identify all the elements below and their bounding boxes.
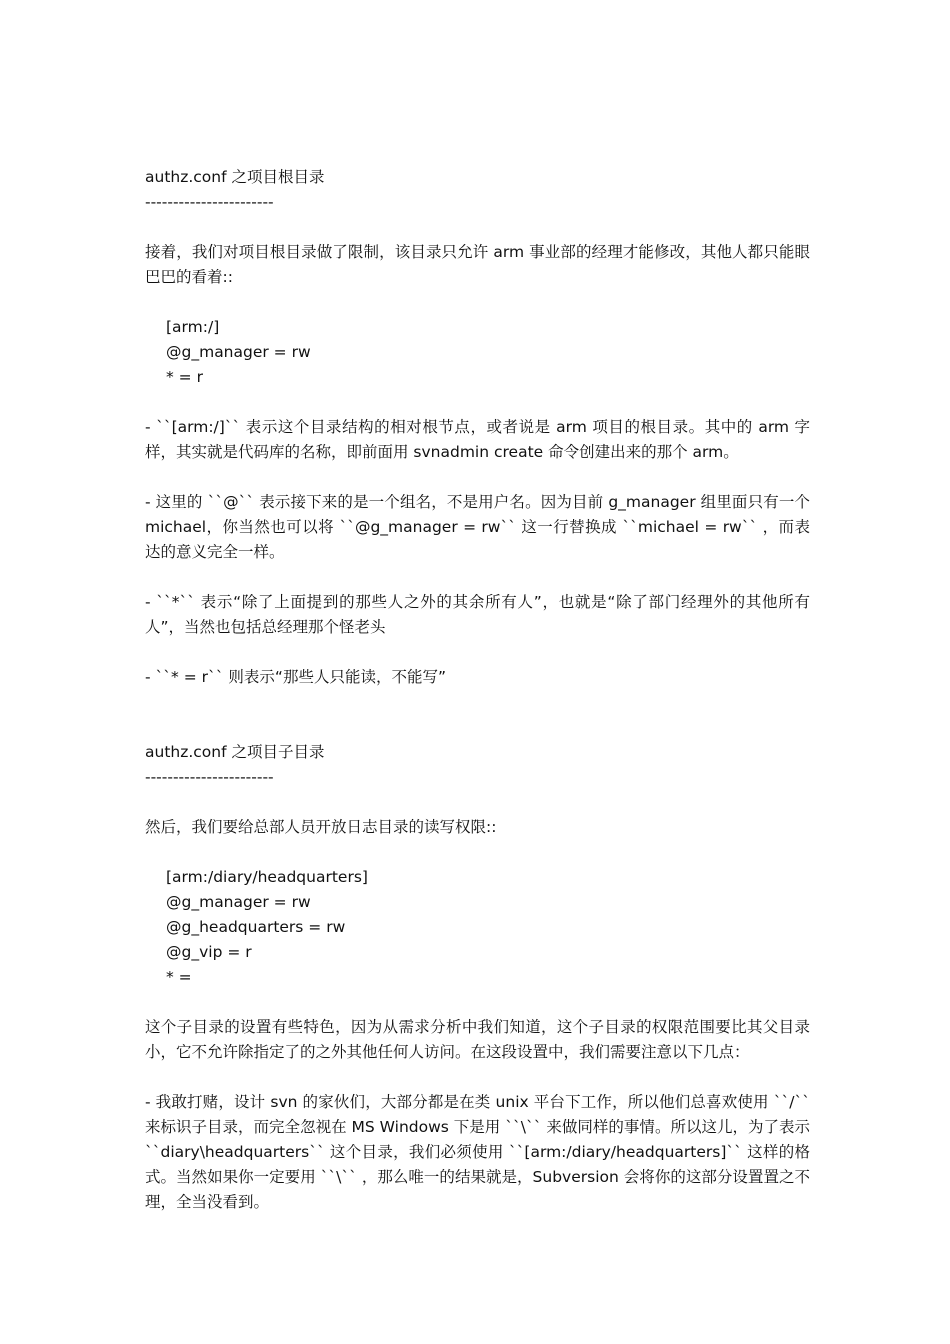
code-block xyxy=(145,865,810,990)
code-line: * = xyxy=(166,968,192,986)
code-line: * = r xyxy=(166,368,203,386)
document-page xyxy=(145,165,810,1215)
section-title: authz.conf 之项目根目录 xyxy=(145,168,325,186)
bullet-paragraph: - ``*`` 表示“除了上面提到的那些人之外的其余所有人”，也就是“除了部门经理外的其他所有人”，当然也包括总经理那个怪老头 xyxy=(145,593,810,636)
code-block xyxy=(145,315,810,390)
bullet-paragraph: - 我敢打赌，设计 svn 的家伙们，大部分都是在类 unix 平台下工作，所以他们总喜欢使用 ``/`` 来标识子目录，而完全忽视在 MS Windows 下是用 ``\`` 来做同样的事情。所以这儿，为了表示 ``diary\headquarters`` 这个目录，我们必须使用 ``[arm:/diary/headquarters]`` 这样的格式。当然如果你一定要用 ``\`` ，那么唯一的结果就是，Subversion 会将你的这部分设置置之不理，全当没看到。 xyxy=(145,1093,810,1211)
code-line: [arm:/diary/headquarters] xyxy=(166,868,368,886)
section-title: authz.conf 之项目子目录 xyxy=(145,743,325,761)
code-line: @g_manager = rw xyxy=(166,893,311,911)
bullet-paragraph: - 这里的 ``@`` 表示接下来的是一个组名，不是用户名。因为目前 g_manager 组里面只有一个 michael，你当然也可以将 ``@g_manager = rw`` 这一行替换成 ``michael = rw`` ，而表达的意义完全一样。 xyxy=(145,493,810,561)
intro-paragraph: 然后，我们要给总部人员开放日志目录的读写权限:: xyxy=(145,818,497,836)
intro-paragraph: 接着，我们对项目根目录做了限制，该目录只允许 arm 事业部的经理才能修改，其他人都只能眼巴巴的看着:: xyxy=(145,243,810,286)
code-line: @g_headquarters = rw xyxy=(166,918,346,936)
title-underline: ----------------------- xyxy=(145,768,274,786)
code-line: @g_vip = r xyxy=(166,943,252,961)
code-line: [arm:/] xyxy=(166,318,220,336)
body-paragraph: 这个子目录的设置有些特色，因为从需求分析中我们知道，这个子目录的权限范围要比其父目录小，它不允许除指定了的之外其他任何人访问。在这段设置中，我们需要注意以下几点： xyxy=(145,1018,810,1061)
code-line: @g_manager = rw xyxy=(166,343,311,361)
bullet-paragraph: - ``[arm:/]`` 表示这个目录结构的相对根节点，或者说是 arm 项目的根目录。其中的 arm 字样，其实就是代码库的名称，即前面用 svnadmin create 命令创建出来的那个 arm。 xyxy=(145,418,810,461)
title-underline: ----------------------- xyxy=(145,193,274,211)
bullet-paragraph: - ``* = r`` 则表示“那些人只能读，不能写” xyxy=(145,668,446,686)
